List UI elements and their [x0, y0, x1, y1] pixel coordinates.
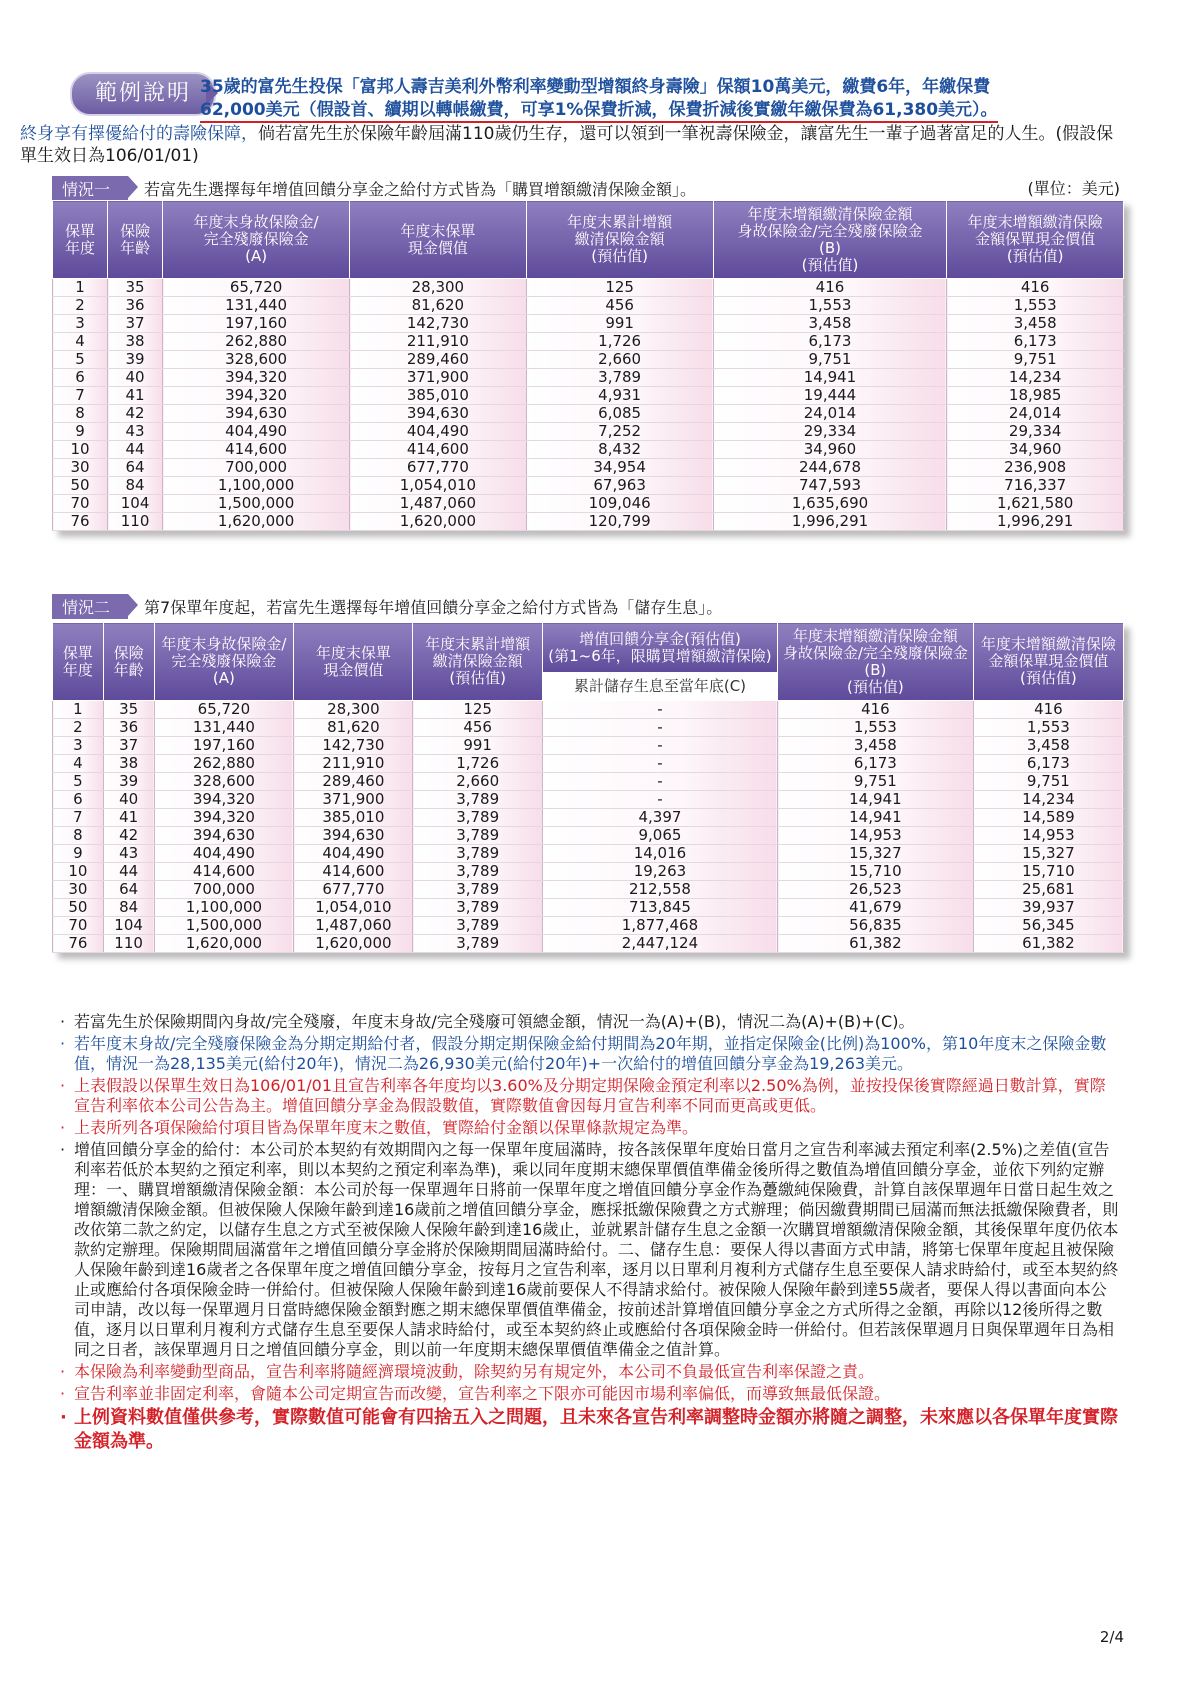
- table-cell: 39: [108, 351, 163, 369]
- table-cell: 1,996,291: [947, 513, 1124, 531]
- table-cell: 1,726: [413, 755, 542, 773]
- table-cell: 25,681: [973, 881, 1123, 899]
- table-cell: 6: [53, 369, 108, 387]
- table-cell: -: [542, 791, 777, 809]
- table-cell: 289,460: [350, 351, 527, 369]
- table-cell: 70: [53, 917, 104, 935]
- table-cell: 104: [103, 917, 154, 935]
- table-row: [53, 495, 1124, 513]
- table-cell: 414,600: [350, 441, 527, 459]
- table-cell: 328,600: [154, 773, 294, 791]
- scenario1-tag: 情況一: [52, 176, 128, 201]
- table-cell: 38: [103, 755, 154, 773]
- column-header: 保險 年齡: [108, 201, 163, 279]
- note-item: · 若富先生於保險期間內身故/完全殘廢，年度末身故/完全殘廢可領總金額，情況一為(A)+(B)，情況二為(A)+(B)+(C)。: [60, 1012, 1120, 1032]
- table-cell: 1,500,000: [154, 917, 294, 935]
- table-cell: 50: [53, 477, 108, 495]
- table-cell: 456: [526, 297, 713, 315]
- table-cell: 3,789: [413, 827, 542, 845]
- table-cell: 1,620,000: [163, 513, 350, 531]
- table-cell: 65,720: [163, 279, 350, 297]
- table-cell: 3,789: [413, 899, 542, 917]
- table-cell: 41: [103, 809, 154, 827]
- table-cell: 24,014: [947, 405, 1124, 423]
- table-cell: 81,620: [350, 297, 527, 315]
- table-cell: 3,789: [413, 845, 542, 863]
- table-cell: 1,487,060: [350, 495, 527, 513]
- table-cell: 8,432: [526, 441, 713, 459]
- scenario1-title: [52, 176, 1124, 201]
- notes-list: [60, 1012, 1120, 1456]
- table-cell: 14,016: [542, 845, 777, 863]
- table-cell: 5: [53, 773, 104, 791]
- table-cell: 404,490: [294, 845, 413, 863]
- table-cell: 37: [108, 315, 163, 333]
- table-cell: 1,054,010: [294, 899, 413, 917]
- table-cell: 26,523: [778, 881, 974, 899]
- table-cell: 36: [108, 297, 163, 315]
- column-header: 保單 年度: [53, 201, 108, 279]
- table-cell: 394,630: [154, 827, 294, 845]
- table-cell: 35: [103, 701, 154, 719]
- table-cell: 9: [53, 845, 104, 863]
- table-cell: 1: [53, 279, 108, 297]
- table-cell: 10: [53, 441, 108, 459]
- table-cell: 40: [108, 369, 163, 387]
- note-item: · 上例資料數值僅供參考，實際數值可能會有四捨五入之問題，且未來各宣告利率調整時金額亦將隨之調整，未來應以各保單年度實際金額為準。: [60, 1406, 1120, 1454]
- table-cell: 385,010: [350, 387, 527, 405]
- table-cell: 3,789: [413, 809, 542, 827]
- table-cell: 1,553: [713, 297, 947, 315]
- table-cell: 110: [108, 513, 163, 531]
- table-cell: -: [542, 737, 777, 755]
- table-cell: 14,589: [973, 809, 1123, 827]
- table-row: [53, 423, 1124, 441]
- table-cell: 1,100,000: [163, 477, 350, 495]
- table-cell: 65,720: [154, 701, 294, 719]
- table-cell: 991: [413, 737, 542, 755]
- table-cell: 416: [947, 279, 1124, 297]
- table-cell: 18,985: [947, 387, 1124, 405]
- table-cell: 29,334: [947, 423, 1124, 441]
- table-cell: 28,300: [350, 279, 527, 297]
- table-row: [53, 827, 1124, 845]
- table-cell: 1,487,060: [294, 917, 413, 935]
- table-cell: 371,900: [350, 369, 527, 387]
- table-cell: 120,799: [526, 513, 713, 531]
- table-cell: 84: [108, 477, 163, 495]
- table-cell: 6,085: [526, 405, 713, 423]
- table-row: [53, 441, 1124, 459]
- table-cell: 56,345: [973, 917, 1123, 935]
- table-cell: -: [542, 773, 777, 791]
- column-header: 增值回饋分享金(預估值) (第1~6年，限購買增額繳清保險): [542, 623, 777, 673]
- scenario2-tag: 情況二: [52, 594, 128, 619]
- table-cell: 6,173: [973, 755, 1123, 773]
- table-cell: 394,630: [163, 405, 350, 423]
- table-row: [53, 513, 1124, 531]
- note-item: · 宣告利率並非固定利率，會隨本公司定期宣告而改變，宣告利率之下限亦可能因市場利率偏低，而導致無最低保證。: [60, 1384, 1120, 1404]
- table-cell: 41: [108, 387, 163, 405]
- table-cell: 125: [526, 279, 713, 297]
- table-cell: 39,937: [973, 899, 1123, 917]
- column-header: 年度末增額繳清保險 金額保單現金價值 (預估值): [973, 623, 1123, 701]
- table-cell: 9,751: [713, 351, 947, 369]
- table-cell: 197,160: [163, 315, 350, 333]
- table-cell: 414,600: [163, 441, 350, 459]
- table-row: [53, 279, 1124, 297]
- table-cell: 416: [713, 279, 947, 297]
- table-cell: -: [542, 755, 777, 773]
- table-cell: 8: [53, 405, 108, 423]
- table-row: [53, 315, 1124, 333]
- table-cell: 1,620,000: [154, 935, 294, 953]
- table-cell: 1,100,000: [154, 899, 294, 917]
- column-header: 年度末增額繳清保險金額 身故保險金/完全殘廢保險金 (B) (預估值): [778, 623, 974, 701]
- table-cell: 35: [108, 279, 163, 297]
- table-cell: 1,620,000: [294, 935, 413, 953]
- table-cell: 76: [53, 513, 108, 531]
- table-cell: 394,320: [163, 387, 350, 405]
- table-cell: 81,620: [294, 719, 413, 737]
- table-row: [53, 809, 1124, 827]
- table-cell: 15,327: [973, 845, 1123, 863]
- table-cell: 9,751: [973, 773, 1123, 791]
- table-row: [53, 459, 1124, 477]
- table-cell: 211,910: [294, 755, 413, 773]
- scenario2-title: [52, 594, 1124, 619]
- table-cell: 44: [108, 441, 163, 459]
- intro-section: [20, 72, 1130, 172]
- table-cell: 43: [108, 423, 163, 441]
- table-cell: 262,880: [154, 755, 294, 773]
- table-cell: 197,160: [154, 737, 294, 755]
- table-cell: 2,660: [413, 773, 542, 791]
- table-cell: 9: [53, 423, 108, 441]
- table-cell: 15,710: [973, 863, 1123, 881]
- table-cell: 2,447,124: [542, 935, 777, 953]
- table-cell: 211,910: [350, 333, 527, 351]
- table-cell: 14,953: [778, 827, 974, 845]
- table-cell: 41,679: [778, 899, 974, 917]
- table-cell: 212,558: [542, 881, 777, 899]
- table-row: [53, 297, 1124, 315]
- table-cell: 371,900: [294, 791, 413, 809]
- table-cell: 84: [103, 899, 154, 917]
- table-cell: 456: [413, 719, 542, 737]
- table-cell: 43: [103, 845, 154, 863]
- table-cell: 2: [53, 297, 108, 315]
- table-cell: 394,630: [294, 827, 413, 845]
- table-cell: 414,600: [154, 863, 294, 881]
- table-cell: 3,458: [947, 315, 1124, 333]
- table-cell: 14,941: [778, 791, 974, 809]
- table-cell: 30: [53, 881, 104, 899]
- table-cell: 716,337: [947, 477, 1124, 495]
- table-cell: 15,710: [778, 863, 974, 881]
- table-cell: 385,010: [294, 809, 413, 827]
- table-cell: 19,444: [713, 387, 947, 405]
- table-cell: 7: [53, 809, 104, 827]
- table-cell: 10: [53, 863, 104, 881]
- table-row: [53, 863, 1124, 881]
- table-cell: 1,635,690: [713, 495, 947, 513]
- table-cell: 4,931: [526, 387, 713, 405]
- table-cell: 1,621,580: [947, 495, 1124, 513]
- table-cell: 416: [973, 701, 1123, 719]
- table-cell: 14,941: [778, 809, 974, 827]
- table-cell: 56,835: [778, 917, 974, 935]
- table-cell: 3,789: [526, 369, 713, 387]
- table-cell: 1,553: [778, 719, 974, 737]
- scenario2-text: 第7保單年度起，若富先生選擇每年增值回饋分享金之給付方式皆為「儲存生息」。: [144, 598, 723, 617]
- table-cell: 394,320: [154, 791, 294, 809]
- table-row: [53, 369, 1124, 387]
- column-subheader: 累計儲存生息至當年底(C): [542, 673, 777, 701]
- table-cell: 1,726: [526, 333, 713, 351]
- intro-line-3a: 終身享有擇優給付的壽險保障，: [20, 124, 258, 144]
- table-cell: 244,678: [713, 459, 947, 477]
- table-cell: 50: [53, 899, 104, 917]
- note-item: · 若年度末身故/完全殘廢保險金為分期定期給付者，假設分期定期保險金給付期間為20年期，並指定保險金(比例)為100%，第10年度末之保險金數值，情況一為28,135美元(給付20年)，情況二為26,930美元(給付20年)+一次給付的增值回饋分享金為19,263美元。: [60, 1034, 1120, 1074]
- table-cell: 29,334: [713, 423, 947, 441]
- column-header: 年度末增額繳清保險 金額保單現金價值 (預估值): [947, 201, 1124, 279]
- table-row: [53, 387, 1124, 405]
- unit-label: (單位：美元): [1027, 179, 1120, 198]
- table-cell: 394,320: [154, 809, 294, 827]
- table-cell: 713,845: [542, 899, 777, 917]
- table-cell: 42: [108, 405, 163, 423]
- table-cell: 3,789: [413, 935, 542, 953]
- table-row: [53, 755, 1124, 773]
- table-cell: 236,908: [947, 459, 1124, 477]
- table-cell: 34,954: [526, 459, 713, 477]
- note-item: · 本保險為利率變動型商品，宣告利率將隨經濟環境波動，除契約另有規定外，本公司不負最低宣告利率保證之責。: [60, 1362, 1120, 1382]
- table-row: [53, 791, 1124, 809]
- intro-line-3: [20, 123, 1130, 167]
- table-cell: 414,600: [294, 863, 413, 881]
- table-cell: 64: [103, 881, 154, 899]
- table-cell: -: [542, 719, 777, 737]
- table-cell: 104: [108, 495, 163, 513]
- table-cell: 9,751: [778, 773, 974, 791]
- table-cell: 61,382: [778, 935, 974, 953]
- table-cell: 64: [108, 459, 163, 477]
- table-cell: 14,941: [713, 369, 947, 387]
- table-cell: 131,440: [163, 297, 350, 315]
- table-cell: 328,600: [163, 351, 350, 369]
- table-cell: 109,046: [526, 495, 713, 513]
- table-row: [53, 881, 1124, 899]
- table-cell: 394,320: [163, 369, 350, 387]
- intro-line-1: 35歲的富先生投保「富邦人壽吉美利外幣利率變動型增額終身壽險」保額10萬美元，繳費6年，年繳保費: [200, 77, 991, 97]
- page-number: 2/4: [1099, 1628, 1124, 1646]
- table-cell: 70: [53, 495, 108, 513]
- column-header: 年度末保單 現金價值: [350, 201, 527, 279]
- table-cell: 7: [53, 387, 108, 405]
- table-cell: 394,630: [350, 405, 527, 423]
- table-row: [53, 333, 1124, 351]
- table-cell: 8: [53, 827, 104, 845]
- table-cell: 6,173: [713, 333, 947, 351]
- table-cell: 1,553: [973, 719, 1123, 737]
- table-cell: 416: [778, 701, 974, 719]
- table-cell: 3,789: [413, 917, 542, 935]
- table-row: [53, 899, 1124, 917]
- table-cell: 9,065: [542, 827, 777, 845]
- table-cell: 700,000: [154, 881, 294, 899]
- table-row: [53, 845, 1124, 863]
- table-cell: 34,960: [947, 441, 1124, 459]
- column-header: 年度末累計增額 繳清保險金額 (預估值): [413, 623, 542, 701]
- table-cell: 4: [53, 755, 104, 773]
- table-cell: 262,880: [163, 333, 350, 351]
- table-cell: 125: [413, 701, 542, 719]
- table-cell: 2,660: [526, 351, 713, 369]
- note-item: · 上表所列各項保險給付項目皆為保單年度末之數值，實際給付金額以保單條款規定為準。: [60, 1118, 1120, 1138]
- table-cell: -: [542, 701, 777, 719]
- table-cell: 67,963: [526, 477, 713, 495]
- table-cell: 991: [526, 315, 713, 333]
- table-cell: 6,173: [947, 333, 1124, 351]
- table-cell: 1,996,291: [713, 513, 947, 531]
- table-cell: 131,440: [154, 719, 294, 737]
- table-row: [53, 773, 1124, 791]
- table-cell: 37: [103, 737, 154, 755]
- table-cell: 3,789: [413, 881, 542, 899]
- note-item: · 增值回饋分享金的給付：本公司於本契約有效期間內之每一保單年度屆滿時，按各該保單年度始日當月之宣告利率減去預定利率(2.5%)之差值(宣告利率若低於本契約之預定利率，則以本契約之預定利率為準)，乘以同年度期末總保單價值準備金後所得之數值為增值回饋分享金，並依下列約定辦理：一、購買增額繳清保險金額：本公司於每一保單週年日將前一保單年度之增值回饋分享金作為躉繳純保險費，計算自該保單週年日當日起生效之增額繳清保險金額。但被保險人保險年齡到達16歲前之增值回饋分享金，應採抵繳保險費之方式辦理；倘因繳費期間已屆滿而無法抵繳保險費者，則改依第二款之約定，以儲存生息之方式至被保險人保險年齡到達16歲止，並就累計儲存生息之金額一次購買增額繳清保險金額，其後保單年度仍依本款約定辦理。保險期間屆滿當年之增值回饋分享金將於保險期間屆滿時給付。二、儲存生息：要保人得以書面方式申請，將第七保單年度起且被保險人保險年齡到達16歲者之各保單年度之增值回饋分享金，按每月之宣告利率，逐月以日單利月複利方式儲存生息至要保人請求時給付，或至本契約終止或應給付各項保險金時一併給付。但被保險人保險年齡到達16歲前要保人不得請求給付。被保險人保險年齡到達55歲者，要保人得以書面向本公司申請，改以每一保單週月日當時總保險金額對應之期末總保單價值準備金，按前述計算增值回饋分享金之方式所得之金額，再除以12後所得之數值，逐月以日單利月複利方式儲存生息至要保人請求時給付，或至本契約終止或應給付各項保險金時一併給付。但若該保單週月日與保單週年日為相同之日者，該保單週月日之增值回饋分享金，則以前一年度期末總保單價值準備金之值計算。: [60, 1140, 1120, 1360]
- table-cell: 3,458: [973, 737, 1123, 755]
- table-row: [53, 935, 1124, 953]
- table-cell: 5: [53, 351, 108, 369]
- intro-line-3b: 倘若富先生於保險年齡屆滿110歲仍生存，還可以領到一筆祝壽保險金，讓富先生一輩子過著富足的人生。(假設保單生效日為106/01/01): [20, 124, 1114, 166]
- table-row: [53, 737, 1124, 755]
- table-cell: 3,458: [778, 737, 974, 755]
- table-cell: 404,490: [163, 423, 350, 441]
- table-cell: 1,620,000: [350, 513, 527, 531]
- table-cell: 3,789: [413, 863, 542, 881]
- scenario1-table: [52, 200, 1124, 531]
- example-badge: 範例說明: [70, 72, 216, 116]
- table-cell: 24,014: [713, 405, 947, 423]
- column-header: 年度末保單 現金價值: [294, 623, 413, 701]
- table-cell: 36: [103, 719, 154, 737]
- table-cell: 1,500,000: [163, 495, 350, 513]
- column-header: 年度末身故保險金/ 完全殘廢保險金 (A): [163, 201, 350, 279]
- table-cell: 2: [53, 719, 104, 737]
- table-row: [53, 719, 1124, 737]
- table-cell: 14,953: [973, 827, 1123, 845]
- table-cell: 6: [53, 791, 104, 809]
- table-cell: 19,263: [542, 863, 777, 881]
- table-cell: 1,054,010: [350, 477, 527, 495]
- table-cell: 1,877,468: [542, 917, 777, 935]
- table-cell: 3,789: [413, 791, 542, 809]
- column-header: 保單 年度: [53, 623, 104, 701]
- table-cell: 9,751: [947, 351, 1124, 369]
- table-cell: 4: [53, 333, 108, 351]
- table-cell: 110: [103, 935, 154, 953]
- table-cell: 142,730: [350, 315, 527, 333]
- table-row: [53, 477, 1124, 495]
- table-cell: 7,252: [526, 423, 713, 441]
- column-header: 年度末身故保險金/ 完全殘廢保險金 (A): [154, 623, 294, 701]
- table-cell: 15,327: [778, 845, 974, 863]
- table-cell: 3: [53, 315, 108, 333]
- table-row: [53, 701, 1124, 719]
- column-header: 年度末累計增額 繳清保險金額 (預估值): [526, 201, 713, 279]
- table-cell: 747,593: [713, 477, 947, 495]
- table-cell: 3: [53, 737, 104, 755]
- scenario2-table: [52, 622, 1124, 953]
- table-row: [53, 917, 1124, 935]
- table-cell: 76: [53, 935, 104, 953]
- table-cell: 38: [108, 333, 163, 351]
- column-header: 保險 年齡: [103, 623, 154, 701]
- intro-line-2: 62,000美元（假設首、續期以轉帳繳費，可享1%保費折減，保費折減後實繳年繳保費為61,380美元）。: [200, 99, 998, 123]
- table-cell: 404,490: [154, 845, 294, 863]
- note-item: · 上表假設以保單生效日為106/01/01且宣告利率各年度均以3.60%及分期定期保險金預定利率以2.50%為例，並按投保後實際經過日數計算，實際宣告利率依本公司公告為主。增值回饋分享金為假設數值，實際數值會因每月宣告利率不同而更高或更低。: [60, 1076, 1120, 1116]
- column-header: 年度末增額繳清保險金額 身故保險金/完全殘廢保險金 (B) (預估值): [713, 201, 947, 279]
- table-cell: 289,460: [294, 773, 413, 791]
- table-cell: 3,458: [713, 315, 947, 333]
- table-cell: 40: [103, 791, 154, 809]
- table-cell: 39: [103, 773, 154, 791]
- table-cell: 1,553: [947, 297, 1124, 315]
- table-cell: 30: [53, 459, 108, 477]
- table-cell: 677,770: [350, 459, 527, 477]
- table-cell: 42: [103, 827, 154, 845]
- table-cell: 404,490: [350, 423, 527, 441]
- table-cell: 34,960: [713, 441, 947, 459]
- table-cell: 4,397: [542, 809, 777, 827]
- scenario1-text: 若富先生選擇每年增值回饋分享金之給付方式皆為「購買增額繳清保險金額」。: [144, 180, 697, 199]
- table-row: [53, 351, 1124, 369]
- table-cell: 28,300: [294, 701, 413, 719]
- table-cell: 14,234: [947, 369, 1124, 387]
- table-cell: 1: [53, 701, 104, 719]
- table-cell: 61,382: [973, 935, 1123, 953]
- table-cell: 700,000: [163, 459, 350, 477]
- table-cell: 6,173: [778, 755, 974, 773]
- table-cell: 44: [103, 863, 154, 881]
- table-cell: 14,234: [973, 791, 1123, 809]
- table-row: [53, 405, 1124, 423]
- table-cell: 677,770: [294, 881, 413, 899]
- table-cell: 142,730: [294, 737, 413, 755]
